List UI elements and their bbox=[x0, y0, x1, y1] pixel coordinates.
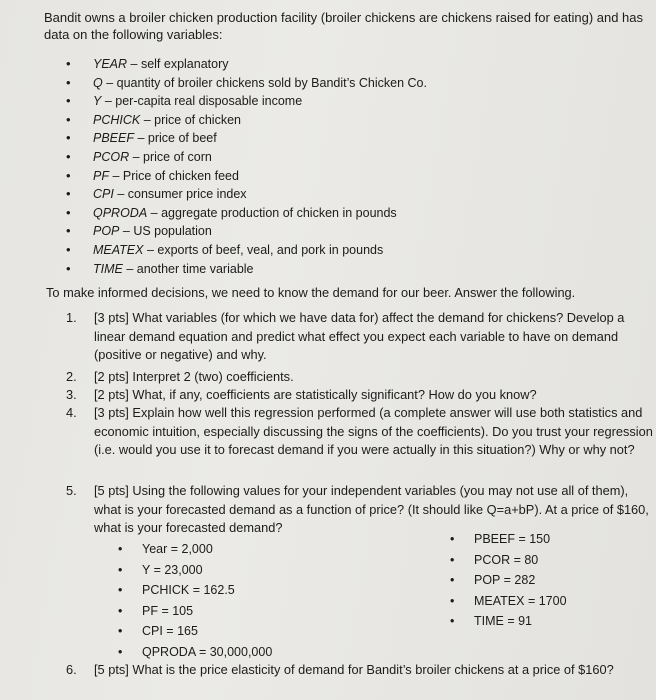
question-4 bbox=[66, 404, 654, 460]
variable-item: • Y – per-capita real disposable income bbox=[66, 92, 427, 111]
question-number: 1. bbox=[66, 310, 77, 325]
value-item: • Y = 23,000 bbox=[118, 560, 272, 581]
variable-item: • POP – US population bbox=[66, 222, 427, 241]
question-text: [3 pts] What variables (for which we have data for) affect the demand for chickens? Develop a linear demand equation and predict what effect you expect each variable to have on demand (positive or negative) and why. bbox=[94, 310, 625, 362]
variable-item: • PCOR – price of corn bbox=[66, 148, 427, 167]
value-item: • CPI = 165 bbox=[118, 621, 272, 642]
variable-item: • PBEEF – price of beef bbox=[66, 129, 427, 148]
variable-list bbox=[66, 55, 427, 278]
value-item: • PBEEF = 150 bbox=[450, 529, 567, 550]
question-2 bbox=[66, 368, 654, 387]
variable-item: • QPRODA – aggregate production of chicken in pounds bbox=[66, 204, 427, 223]
task-instruction: To make informed decisions, we need to know the demand for our beer. Answer the following. bbox=[46, 285, 576, 300]
value-item: • QPRODA = 30,000,000 bbox=[118, 642, 272, 663]
question-1 bbox=[66, 309, 654, 365]
question-text: [5 pts] What is the price elasticity of demand for Bandit’s broiler chickens at a price of $160? bbox=[94, 662, 614, 677]
value-item: • Year = 2,000 bbox=[118, 539, 272, 560]
value-item: • TIME = 91 bbox=[450, 611, 567, 632]
values-left-list bbox=[118, 539, 272, 662]
variable-item: • PF – Price of chicken feed bbox=[66, 167, 427, 186]
values-right-list bbox=[450, 529, 567, 632]
question-number: 2. bbox=[66, 369, 77, 384]
question-number: 6. bbox=[66, 662, 77, 677]
question-text: [5 pts] Using the following values for your independent variables (you may not use all of them), what is your forecasted demand as a function of price? (It should like Q=a+bP). At a price of $160, what is your forecasted demand? bbox=[94, 483, 649, 535]
value-item: • PCHICK = 162.5 bbox=[118, 580, 272, 601]
question-text: [2 pts] What, if any, coefficients are statistically significant? How do you know? bbox=[94, 387, 537, 402]
intro-paragraph: Bandit owns a broiler chicken production facility (broiler chickens are chickens raised for eating) and has data on the following variables: bbox=[44, 10, 644, 42]
value-item: • PF = 105 bbox=[118, 601, 272, 622]
variable-item: • Q – quantity of broiler chickens sold by Bandit’s Chicken Co. bbox=[66, 74, 427, 93]
question-text: [2 pts] Interpret 2 (two) coefficients. bbox=[94, 369, 294, 384]
variable-item: • YEAR – self explanatory bbox=[66, 55, 427, 74]
question-text: [3 pts] Explain how well this regression performed (a complete answer will use both statistics and economic intuition, especially discussing the signs of the coefficients). Do you trust your regression (i.e. would you use it to forecast demand if you were actually in this situation?) Why or why not? bbox=[94, 405, 653, 457]
value-item: • POP = 282 bbox=[450, 570, 567, 591]
value-item: • PCOR = 80 bbox=[450, 550, 567, 571]
question-3 bbox=[66, 386, 654, 405]
variable-item: • MEATEX – exports of beef, veal, and pork in pounds bbox=[66, 241, 427, 260]
value-item: • MEATEX = 1700 bbox=[450, 591, 567, 612]
variable-item: • CPI – consumer price index bbox=[66, 185, 427, 204]
variable-item: • TIME – another time variable bbox=[66, 260, 427, 279]
question-6 bbox=[66, 661, 654, 680]
question-number: 4. bbox=[66, 405, 77, 420]
question-number: 3. bbox=[66, 387, 77, 402]
question-number: 5. bbox=[66, 483, 77, 498]
variable-item: • PCHICK – price of chicken bbox=[66, 111, 427, 130]
